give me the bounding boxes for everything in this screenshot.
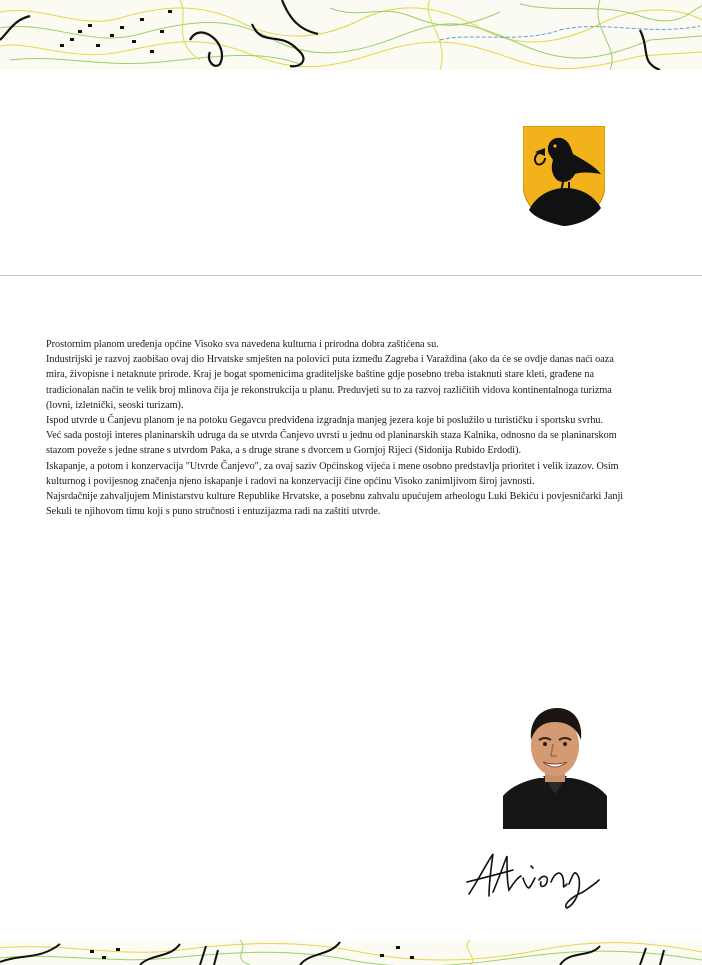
letter-paragraph-3: Ispod utvrde u Čanjevu planom je na potoku Gegavcu predviđena izgradnja manjeg jezera koje bi poslužilo u turističku i sportsku svrhu. bbox=[46, 415, 604, 427]
header-divider bbox=[0, 275, 702, 276]
mayor-portrait bbox=[503, 704, 607, 829]
map-band-top bbox=[0, 0, 702, 70]
topographic-map-illustration bbox=[0, 0, 702, 70]
raven-shield-icon bbox=[523, 126, 605, 226]
letter-paragraph-5: Iskapanje, a potom i konzervacija "Utvrde Čanjevo", za ovaj saziv Općinskog vijeća i mene osobno predstavlja prioritet i velik izazov. Osim kulturnog i povijesnog značenja njeno iskapanje i radovi na konzervaciji čine općinu Visoko zanimljivom široj javnosti. bbox=[46, 460, 619, 487]
letter-paragraph-6: Najsrdačnije zahvaljujem Ministarstvu kulture Republike Hrvatske, a posebnu zahvalu upućujem arheologu Luki Bekiću i povjesničarki Janji Sekuli te njihovom timu koji s puno stručnosti i entuzijazma radi na zaštiti utvrde. bbox=[46, 491, 624, 518]
foreword-letter bbox=[46, 337, 626, 519]
letter-paragraph-2: Industrijski je razvoj zaobišao ovaj dio Hrvatske smješten na polovici puta između Zagreba i Varaždina (ako da će se ovdje danas naći oaza mira, živopisne i netaknute prirode. Kraj je bogat spomenicima graditeljske baštine gdje posebno treba istaknuti stare kleti, građene na tradicionalan način te velik broj mlinova čija je rekonstrukcija u planu. Preduvjeti su to za razvoj različitih vidova kontinentalnoga turizma (lovni, izletnički, seoski turizam). bbox=[46, 354, 614, 411]
topographic-map-strip bbox=[0, 940, 702, 965]
letter-paragraph-1: Prostornim planom uređenja općine Visoko sva navedena kulturna i prirodna dobra zaštićena su. bbox=[46, 339, 439, 350]
letter-paragraph-4: Već sada postoji interes planinarskih udruga da se utvrda Čanjevo uvrsti u jednu od planinarskih staza Kalnika, odnosno da se planinarskom stazom poveže s jedne strane s utvrdom Paka, a s druge strane s dvorcem u Gornjoj Rijeci (Sidonija Rubido Erdodi). bbox=[46, 430, 617, 457]
handwritten-signature bbox=[463, 848, 603, 910]
portrait-photo bbox=[503, 704, 607, 829]
coat-of-arms bbox=[523, 126, 605, 226]
map-band-bottom bbox=[0, 940, 702, 965]
signature bbox=[463, 848, 603, 910]
